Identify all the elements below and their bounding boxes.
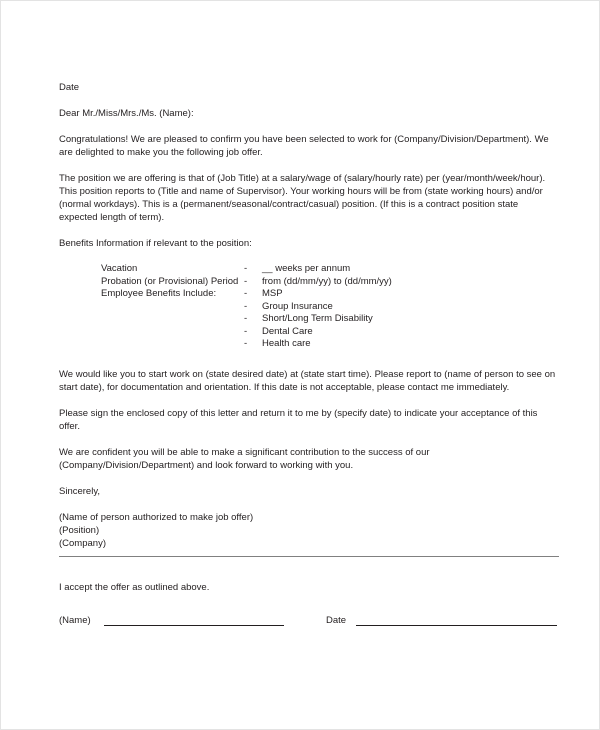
benefit-dash: - — [244, 325, 248, 337]
paragraph-sign-return: Please sign the enclosed copy of this letter and return it to me by (specify date) to indicate your acceptance of this offer. — [59, 407, 538, 432]
signer-company: (Company) — [59, 537, 106, 549]
signer-name: (Name of person authorized to make job offer) — [59, 511, 254, 523]
signer-position: (Position) — [59, 524, 100, 536]
table-row — [101, 338, 559, 351]
signature-name-label: (Name) — [59, 615, 91, 626]
table-row — [101, 263, 559, 276]
section-divider — [59, 556, 559, 557]
benefit-dash: - — [244, 300, 248, 312]
signature-date-field[interactable] — [356, 625, 557, 626]
benefit-label: Vacation — [101, 263, 138, 274]
benefit-value: Dental Care — [262, 325, 313, 337]
signature-row — [59, 614, 559, 628]
benefit-value: __ weeks per annum — [262, 263, 351, 274]
signature-date-label: Date — [326, 615, 347, 626]
benefits-heading: Benefits Information if relevant to the position: — [59, 238, 252, 249]
benefit-dash: - — [244, 275, 248, 287]
benefit-value: Short/Long Term Disability — [262, 313, 373, 324]
table-row — [101, 288, 559, 301]
benefit-value: Group Insurance — [262, 300, 333, 312]
salutation: Dear Mr./Miss/Mrs./Ms. (Name): — [59, 108, 194, 119]
table-row — [101, 301, 559, 314]
paragraph-confidence: We are confident you will be able to make a significant contribution to the success of our (Company/Division/Department) and look forward to working with you. — [59, 446, 430, 471]
benefits-spacer-bottom — [59, 351, 559, 368]
signature-name-field[interactable] — [104, 625, 284, 626]
paragraph-position-details: The position we are offering is that of (Job Title) at a salary/wage of (salary/hourly rate) per (year/month/week/hour). This position reports to (Title and name of Supervisor). Your working hours will be from (state working hours) and/or (normal workdays). This is a (permanent/seasonal/contract/casual) position. (If this is a contract position state expected length of term). — [59, 173, 546, 223]
table-row — [101, 326, 559, 339]
paragraph-congratulations: Congratulations! We are pleased to confirm you have been selected to work for (Company/Division/Department). We are delighted to make you the following job offer. — [59, 134, 549, 158]
benefits-spacer-top — [59, 250, 559, 263]
letter-body — [59, 81, 559, 550]
benefit-dash: - — [244, 288, 248, 299]
benefits-table — [59, 263, 559, 351]
table-row — [101, 313, 559, 326]
table-row — [101, 276, 559, 289]
date-line: Date — [59, 82, 80, 93]
acceptance-section — [59, 581, 559, 628]
benefit-value: MSP — [262, 288, 283, 299]
paragraph-start-work: We would like you to start work on (state desired date) at (state start time). Please report to (name of person to see on start date), for documentation and orientation. If this date is not acceptable, please contact me immediately. — [59, 368, 556, 393]
benefit-label: Probation (or Provisional) Period — [101, 275, 239, 287]
acceptance-statement: I accept the offer as outlined above. — [59, 582, 210, 593]
benefit-dash: - — [244, 338, 248, 349]
benefit-value: from (dd/mm/yy) to (dd/mm/yy) — [262, 275, 392, 287]
benefit-value: Health care — [262, 338, 311, 349]
benefit-dash: - — [244, 263, 248, 274]
closing-sincerely: Sincerely, — [59, 485, 101, 497]
benefit-label: Employee Benefits Include: — [101, 288, 217, 299]
benefit-dash: - — [244, 313, 248, 324]
